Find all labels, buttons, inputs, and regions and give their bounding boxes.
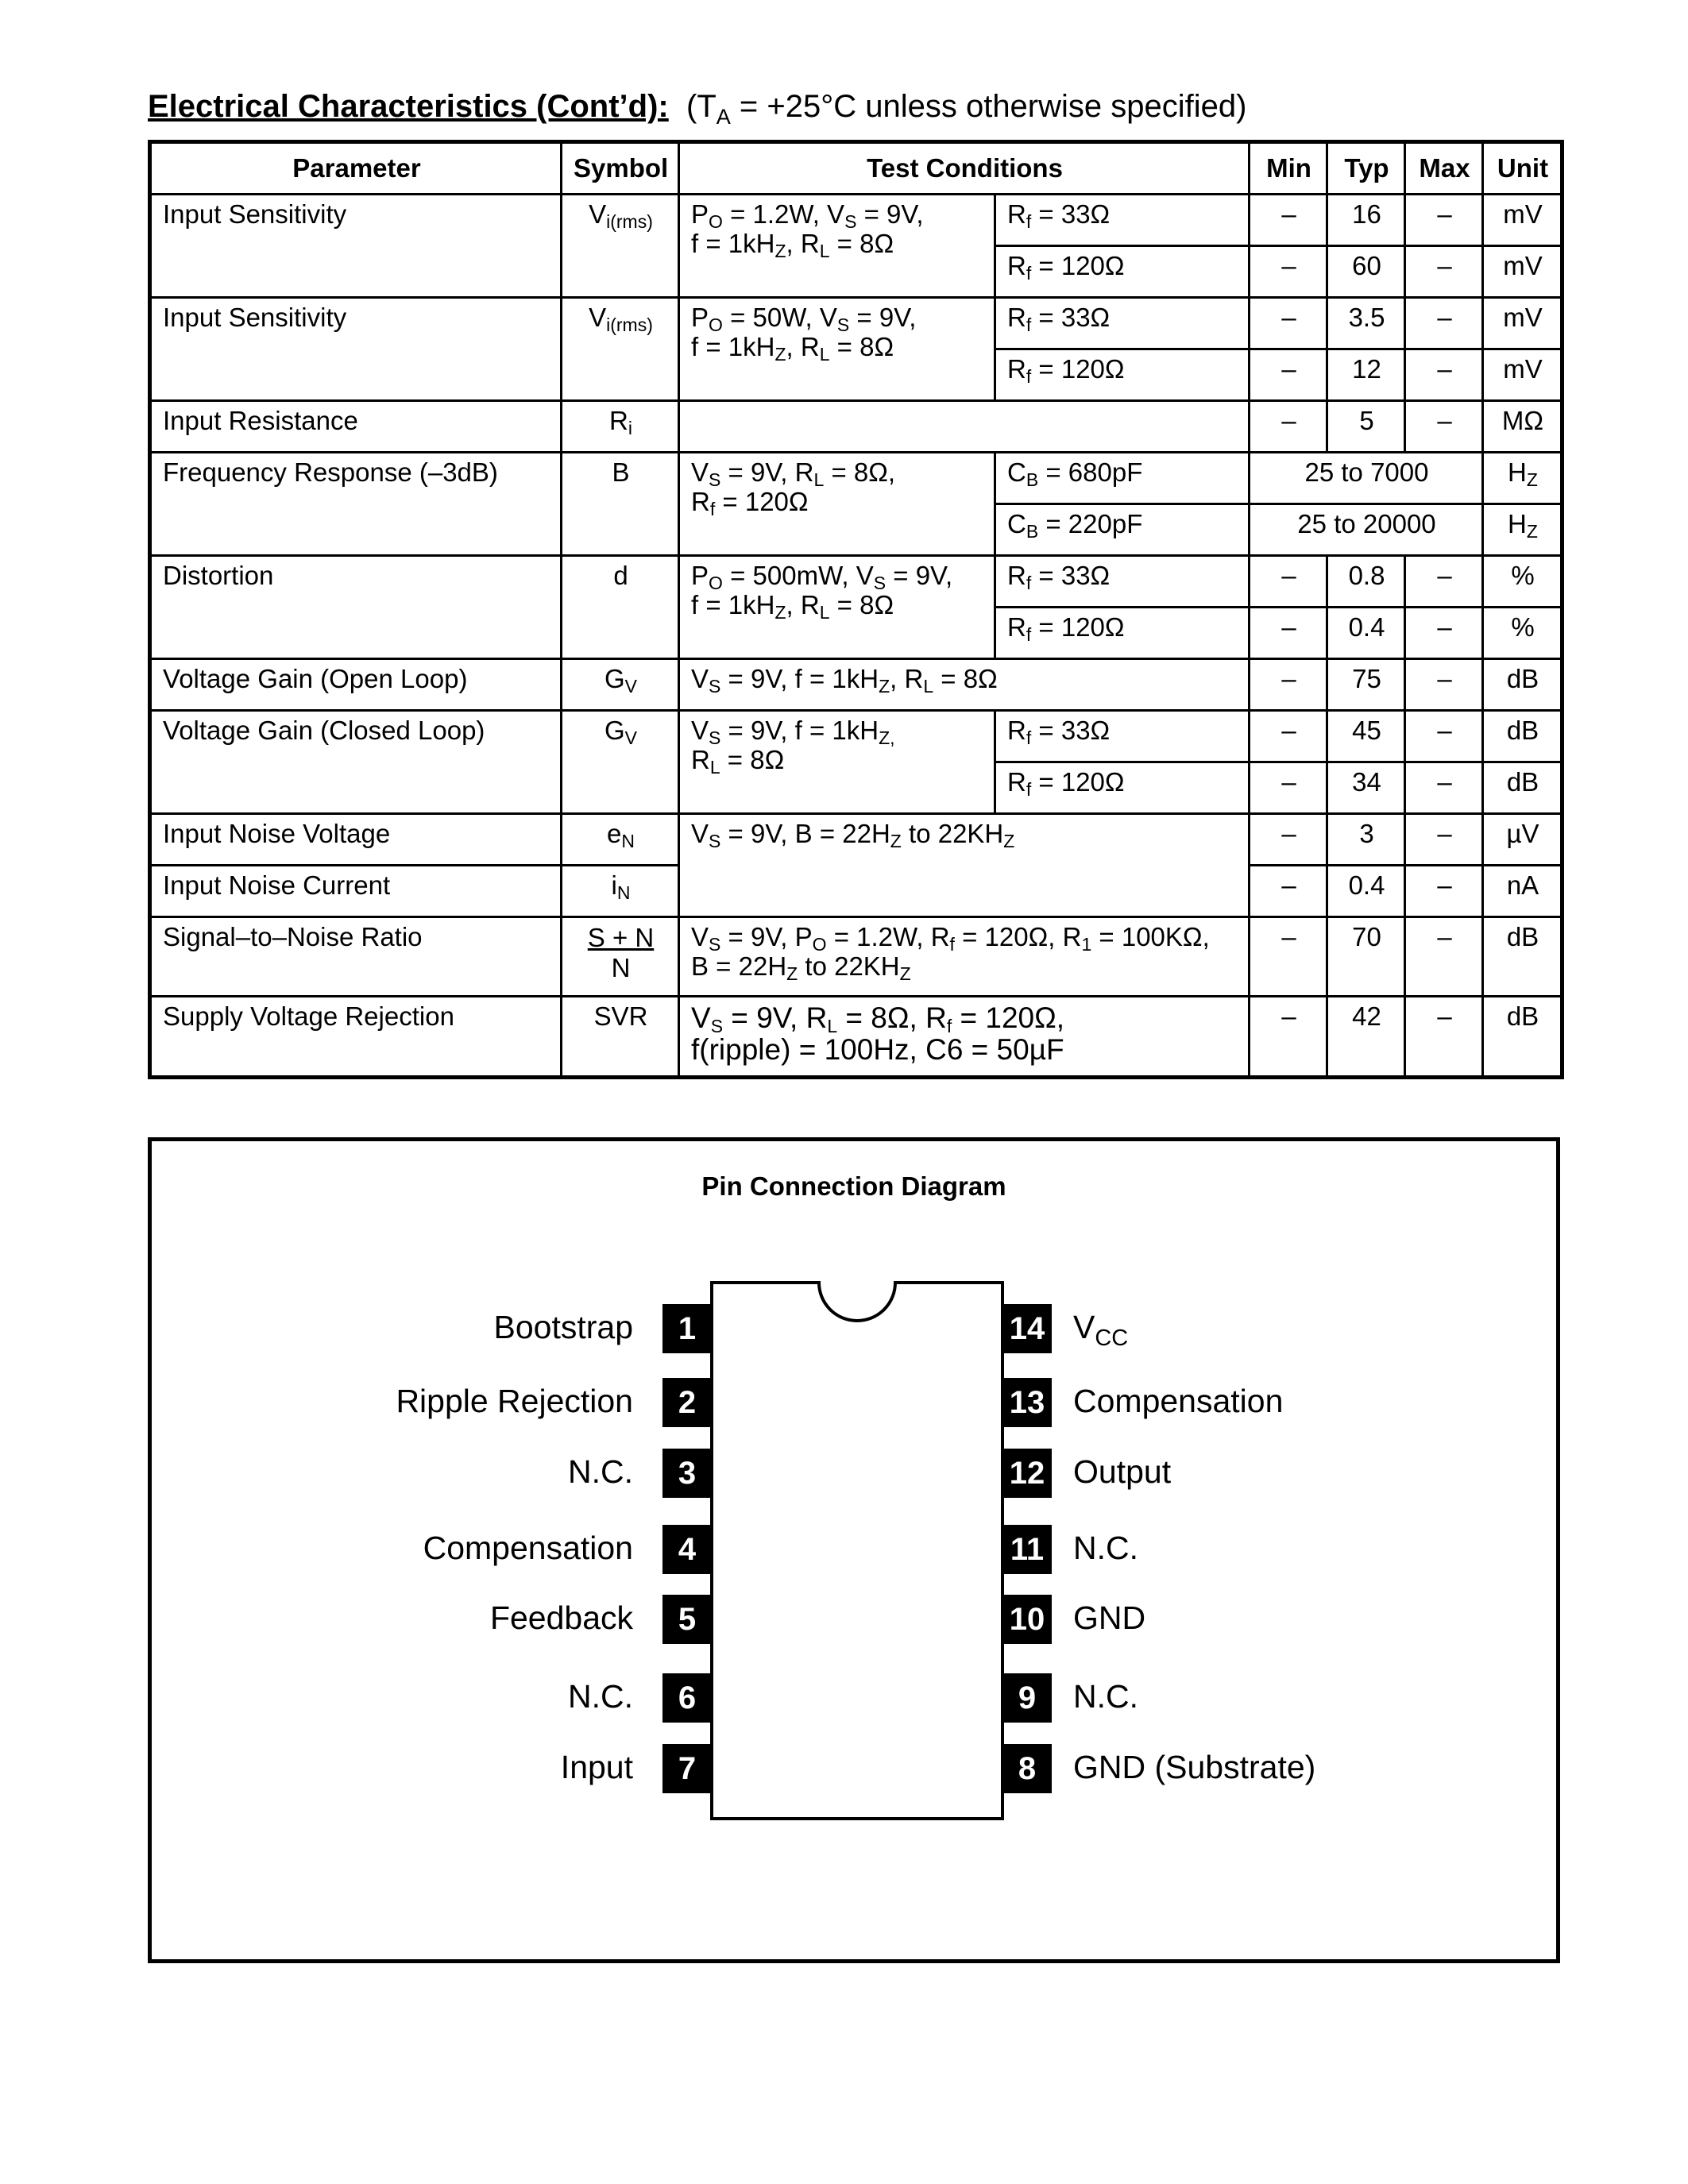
symbol-cell: d (562, 556, 679, 659)
header-parameter: Parameter (150, 142, 562, 195)
pin-diagram-title: Pin Connection Diagram (701, 1171, 1006, 1201)
unit-cell: dB (1483, 711, 1562, 762)
pin-5-label: Feedback (489, 1599, 633, 1636)
header-unit: Unit (1483, 142, 1562, 195)
unit-cell: $H_Z$ (1483, 453, 1562, 504)
max-cell: – (1405, 917, 1483, 997)
pin-14-label: $V_{CC}$ (1073, 1309, 1129, 1352)
unit-cell: mV (1483, 298, 1562, 349)
unit-cell: dB (1483, 917, 1562, 997)
header-symbol: Symbol (562, 142, 679, 195)
condition-cell: $V_S = 9V$, $R_L = 8\Omega$, $R_f = 120\Omega$, f(ripple) = 100Hz, C6 = 50µF (679, 997, 1250, 1078)
pin-9-number: 9 (1002, 1673, 1052, 1723)
typ-cell: 75 (1327, 659, 1405, 711)
symbol-cell: $i_N$ (562, 866, 679, 917)
min-cell: – (1250, 814, 1327, 866)
unit-cell: mV (1483, 195, 1562, 246)
unit-cell: $H_Z$ (1483, 504, 1562, 556)
subcondition-cell: $R_f = 33\Omega$ (995, 711, 1250, 762)
typ-cell: 16 (1327, 195, 1405, 246)
unit-cell: nA (1483, 866, 1562, 917)
condition-cell (679, 401, 1250, 453)
pin-12-label: Output (1073, 1453, 1172, 1490)
pin-3-number: 3 (662, 1449, 712, 1498)
pin-9-label: N.C. (1073, 1678, 1138, 1715)
param-cell: Voltage Gain (Closed Loop) (150, 711, 562, 814)
max-cell: – (1405, 711, 1483, 762)
pin-5-number: 5 (662, 1595, 712, 1644)
pin-10-label: GND (1073, 1599, 1146, 1636)
subcondition-cell: $R_f = 120\Omega$ (995, 762, 1250, 814)
pin-2-label: Ripple Rejection (396, 1383, 633, 1419)
param-cell: Voltage Gain (Open Loop) (150, 659, 562, 711)
max-cell: – (1405, 349, 1483, 401)
param-cell: Signal–to–Noise Ratio (150, 917, 562, 997)
pin-13-number: 13 (1002, 1378, 1052, 1427)
table-row (150, 814, 1562, 866)
min-cell: – (1250, 659, 1327, 711)
min-cell: – (1250, 917, 1327, 997)
pin-1-number: 1 (662, 1304, 712, 1353)
condition-cell: $V_S = 9V$, $f = 1kH_Z$, $R_L = 8\Omega$ (679, 659, 1250, 711)
min-cell: – (1250, 997, 1327, 1078)
typ-cell: 45 (1327, 711, 1405, 762)
heading-bold: Electrical Characteristics (Cont’d): (148, 89, 669, 124)
typ-cell: 70 (1327, 917, 1405, 997)
subcondition-cell: $R_f = 33\Omega$ (995, 298, 1250, 349)
subcondition-cell: $C_B = 680pF$ (995, 453, 1250, 504)
min-cell: – (1250, 608, 1327, 659)
subcondition-cell: $R_f = 120\Omega$ (995, 608, 1250, 659)
typ-cell: 0.8 (1327, 556, 1405, 608)
symbol-cell: $G_V$ (562, 659, 679, 711)
pin-4-number: 4 (662, 1525, 712, 1574)
max-cell: – (1405, 246, 1483, 298)
table-row (150, 401, 1562, 453)
pin-14-number: 14 (1002, 1304, 1052, 1353)
pin-10-number: 10 (1002, 1595, 1052, 1644)
subcondition-cell: $R_f = 33\Omega$ (995, 195, 1250, 246)
unit-cell: MΩ (1483, 401, 1562, 453)
unit-cell: % (1483, 556, 1562, 608)
typ-cell: 60 (1327, 246, 1405, 298)
range-cell: 25 to 20000 (1250, 504, 1483, 556)
header-typ: Typ (1327, 142, 1405, 195)
symbol-cell: $V_{i(rms)}$ (562, 298, 679, 401)
unit-cell: mV (1483, 349, 1562, 401)
symbol-cell: $R_i$ (562, 401, 679, 453)
max-cell: – (1405, 659, 1483, 711)
table-row (150, 453, 1562, 504)
pin-3-label: N.C. (568, 1453, 633, 1490)
param-cell: Input Sensitivity (150, 195, 562, 298)
symbol-cell: $V_{i(rms)}$ (562, 195, 679, 298)
condition-cell: $P_O = 50W$, $V_S = 9V$, $f = 1kH_Z$, $R_L = 8\Omega$ (679, 298, 995, 401)
pin-11-number: 11 (1002, 1525, 1052, 1574)
pin-6-label: N.C. (568, 1678, 633, 1715)
symbol-cell: $G_V$ (562, 711, 679, 814)
param-cell: Frequency Response (–3dB) (150, 453, 562, 556)
param-cell: Input Noise Current (150, 866, 562, 917)
max-cell: – (1405, 866, 1483, 917)
pin-13-label: Compensation (1073, 1383, 1284, 1419)
symbol-cell: $e_N$ (562, 814, 679, 866)
unit-cell: % (1483, 608, 1562, 659)
table-row (150, 997, 1562, 1078)
subcondition-cell: $R_f = 120\Omega$ (995, 349, 1250, 401)
unit-cell: dB (1483, 997, 1562, 1078)
param-cell: Input Sensitivity (150, 298, 562, 401)
typ-cell: 34 (1327, 762, 1405, 814)
min-cell: – (1250, 195, 1327, 246)
min-cell: – (1250, 711, 1327, 762)
subcondition-cell: $R_f = 33\Omega$ (995, 556, 1250, 608)
pin-2-number: 2 (662, 1378, 712, 1427)
condition-cell: $P_O = 500mW$, $V_S = 9V$, $f = 1kH_Z$, $R_L = 8\Omega$ (679, 556, 995, 659)
ic-package-outline (152, 1141, 1556, 1959)
min-cell: – (1250, 246, 1327, 298)
typ-cell: 3 (1327, 814, 1405, 866)
header-min: Min (1250, 142, 1327, 195)
param-cell: Distortion (150, 556, 562, 659)
typ-cell: 3.5 (1327, 298, 1405, 349)
max-cell: – (1405, 762, 1483, 814)
param-cell: Supply Voltage Rejection (150, 997, 562, 1078)
pin-8-number: 8 (1002, 1744, 1052, 1793)
condition-cell: $V_S = 9V$, $f = 1kH_{Z,}$ $R_L = 8\Omega$ (679, 711, 995, 814)
subcondition-cell: $C_B = 220pF$ (995, 504, 1250, 556)
symbol-cell: SVR (562, 997, 679, 1078)
unit-cell: dB (1483, 659, 1562, 711)
unit-cell: mV (1483, 246, 1562, 298)
pin-6-number: 6 (662, 1673, 712, 1723)
section-heading (148, 89, 1246, 129)
min-cell: – (1250, 556, 1327, 608)
min-cell: – (1250, 349, 1327, 401)
pin-4-label: Compensation (423, 1530, 633, 1566)
max-cell: – (1405, 195, 1483, 246)
table-row (150, 917, 1562, 997)
max-cell: – (1405, 997, 1483, 1078)
pin-11-label: N.C. (1073, 1530, 1138, 1566)
header-test-conditions: Test Conditions (679, 142, 1250, 195)
heading-conditions: ($T_A = +25^\circ C$ unless otherwise specified) (686, 89, 1247, 129)
max-cell: – (1405, 608, 1483, 659)
condition-cell: $V_S = 9V$, $P_O = 1.2W$, $R_f = 120\Omega$, $R_1 = 100K\Omega$, $B = 22H_Z$ to $22KH_Z$ (679, 917, 1250, 997)
pin-12-number: 12 (1002, 1449, 1052, 1498)
pin-7-number: 7 (662, 1744, 712, 1793)
unit-cell: dB (1483, 762, 1562, 814)
max-cell: – (1405, 401, 1483, 453)
table-row (150, 556, 1562, 608)
min-cell: – (1250, 762, 1327, 814)
param-cell: Input Noise Voltage (150, 814, 562, 866)
table-row (150, 659, 1562, 711)
pin-connection-diagram (148, 1137, 1560, 1963)
header-row (150, 142, 1562, 195)
condition-cell: $P_O = 1.2W$, $V_S = 9V$, $f = 1kH_Z$, $R_L = 8\Omega$ (679, 195, 995, 298)
symbol-cell (562, 917, 679, 997)
max-cell: – (1405, 298, 1483, 349)
typ-cell: 12 (1327, 349, 1405, 401)
min-cell: – (1250, 866, 1327, 917)
pin-1-label: Bootstrap (493, 1309, 633, 1345)
table-row (150, 298, 1562, 349)
pin-8-label: GND (Substrate) (1073, 1749, 1316, 1785)
min-cell: – (1250, 298, 1327, 349)
snr-fraction: $\frac{S + N}{N}$ (587, 923, 655, 982)
typ-cell: 0.4 (1327, 866, 1405, 917)
subcondition-cell: $R_f = 120\Omega$ (995, 246, 1250, 298)
max-cell: – (1405, 814, 1483, 866)
table-row (150, 195, 1562, 246)
condition-cell: $V_S = 9V$, $R_L = 8\Omega$, $R_f = 120\Omega$ (679, 453, 995, 556)
table-row (150, 711, 1562, 762)
max-cell: – (1405, 556, 1483, 608)
condition-cell: $V_S = 9V$, $B = 22H_Z$ to $22KH_Z$ (679, 814, 1250, 917)
pin-7-label: Input (560, 1749, 633, 1785)
unit-cell: µV (1483, 814, 1562, 866)
electrical-characteristics-table (148, 140, 1564, 1079)
header-max: Max (1405, 142, 1483, 195)
symbol-cell: B (562, 453, 679, 556)
typ-cell: 42 (1327, 997, 1405, 1078)
typ-cell: 5 (1327, 401, 1405, 453)
typ-cell: 0.4 (1327, 608, 1405, 659)
param-cell: Input Resistance (150, 401, 562, 453)
range-cell: 25 to 7000 (1250, 453, 1483, 504)
min-cell: – (1250, 401, 1327, 453)
